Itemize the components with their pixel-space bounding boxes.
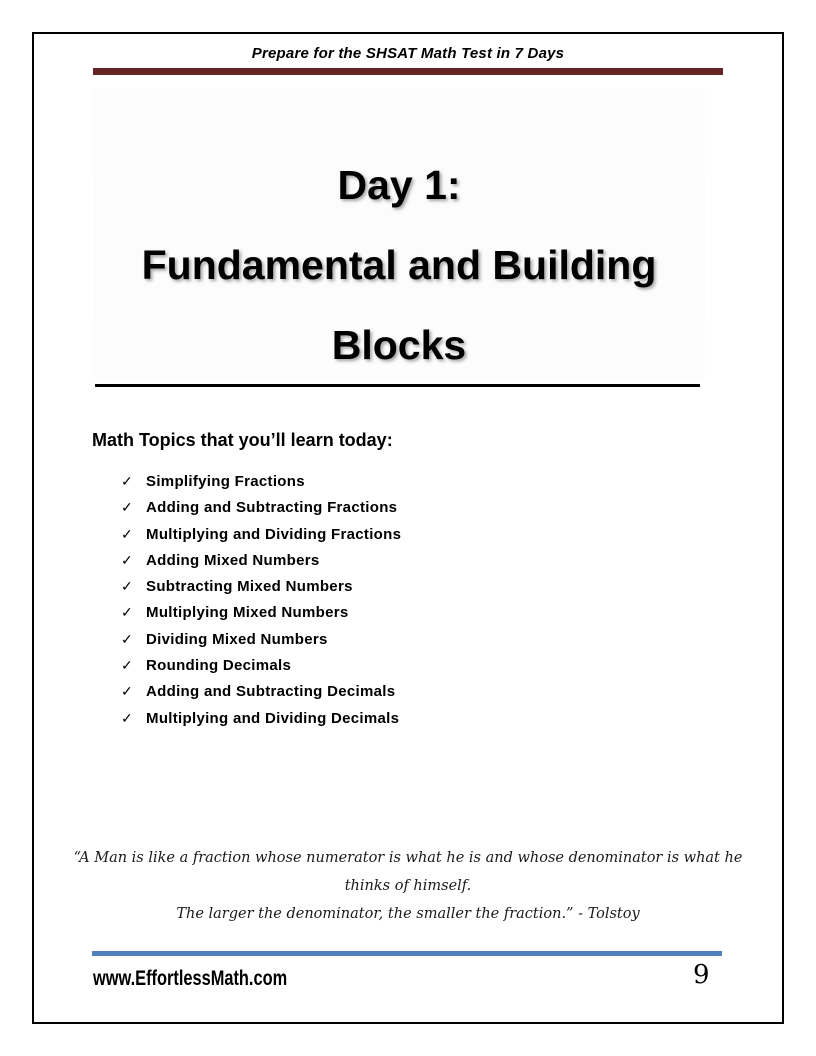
chapter-title-line-3: Blocks [331,322,467,368]
checkmark-icon: ✓ [121,578,134,595]
topics-heading: Math Topics that you’ll learn today: [92,430,393,450]
list-item [121,657,401,683]
list-item [121,604,401,630]
quote-line-2: The larger the denominator, the smaller the fraction.” - Tolstoy [176,906,640,922]
list-item [121,631,401,657]
topic-label: Rounding Decimals [146,657,292,675]
running-header: Prepare for the SHSAT Math Test in 7 Days [251,45,565,62]
list-item [121,473,401,499]
topic-label: Simplifying Fractions [146,473,305,490]
topics-list [121,473,401,736]
checkmark-icon: ✓ [121,604,134,621]
footer-rule [92,951,722,956]
checkmark-icon: ✓ [121,525,134,542]
checkmark-icon: ✓ [121,709,134,726]
list-item [121,578,401,604]
checkmark-icon: ✓ [121,657,134,674]
list-item [121,683,401,709]
list-item [121,552,401,578]
title-divider [95,384,700,387]
header-rule [93,68,723,75]
topic-label: Subtracting Mixed Numbers [146,578,353,596]
chapter-title-line-1: Day 1: [337,162,461,208]
quote [58,844,758,928]
checkmark-icon: ✓ [121,473,134,489]
topic-label: Multiplying and Dividing Fractions [146,525,402,543]
footer-website: www.EffortlessMath.com [93,967,288,990]
topic-label: Adding and Subtracting Decimals [146,683,396,701]
page-number: 9 [693,960,710,990]
topic-label: Multiplying and Dividing Decimals [146,709,400,727]
topic-label: Dividing Mixed Numbers [146,630,328,648]
chapter-title-line-2: Fundamental and Building [141,242,657,288]
checkmark-icon: ✓ [121,683,134,700]
quote-line-1: “A Man is like a fraction whose numerator is what he is and whose denominator is what he thinks of himself. [73,850,743,894]
list-item [121,710,401,736]
list-item [121,499,401,525]
topic-label: Adding Mixed Numbers [146,551,320,569]
topic-label: Adding and Subtracting Fractions [146,499,398,517]
list-item [121,526,401,552]
checkmark-icon: ✓ [121,499,134,516]
checkmark-icon: ✓ [121,630,134,647]
chapter-title [93,145,705,385]
checkmark-icon: ✓ [121,551,134,568]
topic-label: Multiplying Mixed Numbers [146,604,349,622]
